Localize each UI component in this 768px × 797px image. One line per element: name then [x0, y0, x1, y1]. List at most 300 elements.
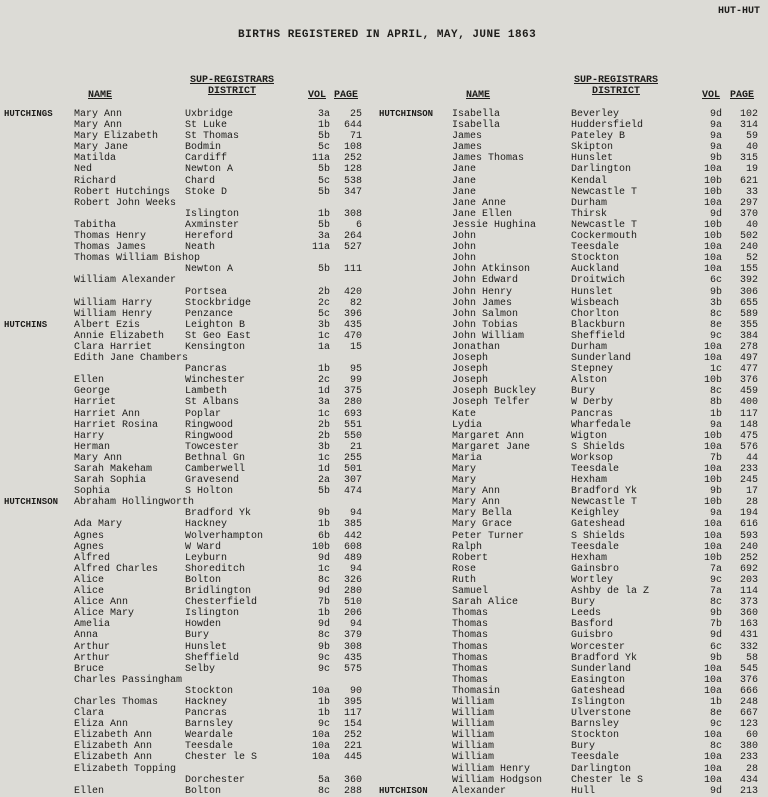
entry-given-name: William Henry: [74, 308, 153, 320]
entry-district: Easington: [571, 674, 626, 686]
entry-page: 213: [739, 785, 758, 797]
entry-page: 240: [739, 541, 758, 553]
entry-given-name: John: [452, 242, 477, 254]
entry-given-name: Mary Ann: [74, 452, 123, 464]
entry-given-name: Matilda: [74, 153, 117, 165]
entry-given-name: Mary Bella: [452, 508, 513, 520]
register-entry: [382, 464, 768, 475]
entry-district: Stockton: [571, 730, 620, 742]
entry-page: 376: [739, 375, 758, 387]
entry-district: Gravesend: [185, 475, 240, 487]
register-entry: [0, 176, 384, 187]
entry-volume: 5c: [317, 142, 330, 154]
entry-page: 308: [343, 208, 362, 220]
entry-district: Hackney: [185, 519, 228, 531]
entry-district: Auckland: [571, 264, 620, 276]
register-entry: [0, 131, 384, 142]
entry-volume: 10b: [703, 186, 722, 198]
entry-district: Stockton: [185, 685, 234, 697]
register-entry: [0, 642, 384, 653]
register-entry: [0, 542, 384, 553]
register-entry: [382, 775, 768, 786]
entry-volume: 10b: [703, 231, 722, 243]
entry-volume: 5c: [317, 308, 330, 320]
register-entry: [0, 764, 384, 775]
entry-given-name: Agnes: [74, 541, 105, 553]
entry-page: 375: [343, 386, 362, 398]
register-entry: [0, 531, 384, 542]
entry-district: Hereford: [185, 231, 234, 243]
entry-district: S Holton: [185, 486, 234, 498]
register-entry: [0, 142, 384, 153]
register-entry: [0, 120, 384, 131]
register-entry: [382, 642, 768, 653]
register-entry: [382, 752, 768, 763]
entry-volume: 3b: [709, 297, 722, 309]
entry-district: Weardale: [185, 730, 234, 742]
entry-page: 326: [343, 574, 362, 586]
entry-district: Stockton: [571, 253, 620, 265]
entry-district: Cardiff: [185, 153, 228, 165]
register-entry: [382, 741, 768, 752]
entry-page: 527: [343, 242, 362, 254]
entry-page: 194: [739, 508, 758, 520]
entry-given-name: Harriet Ann: [74, 408, 141, 420]
entry-page: 28: [745, 497, 758, 509]
entry-given-name: William Alexander: [74, 275, 177, 287]
entry-volume: 9b: [709, 153, 722, 165]
left-entries: [0, 109, 384, 797]
entry-given-name: Robert Hutchings: [74, 186, 171, 198]
entry-volume: 8c: [317, 630, 330, 642]
entry-volume: 9d: [709, 630, 722, 642]
register-entry: [382, 442, 768, 453]
entry-volume: 10a: [311, 730, 330, 742]
entry-page: 297: [739, 197, 758, 209]
register-entry: [0, 630, 384, 641]
entry-given-name: William Henry: [452, 763, 531, 775]
entry-volume: 9d: [317, 619, 330, 631]
entry-volume: 1c: [317, 452, 330, 464]
entry-given-name: Thomas: [452, 641, 489, 653]
entry-page: 117: [343, 708, 362, 720]
entry-given-name: Thomas: [452, 652, 489, 664]
entry-page: 252: [343, 730, 362, 742]
register-entry: [0, 619, 384, 630]
register-entry: [0, 697, 384, 708]
entry-volume: 11a: [311, 242, 330, 254]
entry-surname: HUTCHISON: [379, 785, 428, 796]
entry-given-name: Alice: [74, 586, 105, 598]
entry-district: Towcester: [185, 441, 240, 453]
entry-given-name: Rose: [452, 563, 477, 575]
entry-page: 589: [739, 308, 758, 320]
district-header-line1: SUP-REGISTRARS: [189, 75, 274, 86]
register-entry: [0, 664, 384, 675]
register-entry: [0, 353, 384, 364]
entry-page: 233: [739, 752, 758, 764]
entry-district: Islington: [571, 696, 626, 708]
entry-given-name: Annie Elizabeth: [74, 330, 165, 342]
entry-given-name: Thomas: [452, 619, 489, 631]
entry-district: Winchester: [185, 375, 246, 387]
entry-volume: 9d: [709, 785, 722, 797]
register-entry: [0, 741, 384, 752]
register-entry: [0, 719, 384, 730]
entry-district: Blackburn: [571, 319, 626, 331]
entry-given-name: Jane Anne: [452, 197, 507, 209]
entry-page: 360: [343, 774, 362, 786]
entry-district: Keighley: [571, 508, 620, 520]
register-entry: [0, 597, 384, 608]
entry-district: Hunslet: [185, 641, 228, 653]
register-entry: [382, 431, 768, 442]
entry-page: 538: [343, 175, 362, 187]
entry-given-name: Margaret Ann: [452, 430, 525, 442]
entry-page: 608: [343, 541, 362, 553]
entry-given-name: Alfred: [74, 552, 111, 564]
entry-given-name: Thomas William Bishop: [74, 253, 201, 265]
entry-district: Chorlton: [571, 308, 620, 320]
entry-volume: 8c: [709, 386, 722, 398]
entry-given-name: John: [452, 253, 477, 265]
register-entry: [0, 331, 384, 342]
entry-district: Kendal: [571, 175, 608, 187]
entry-volume: 1b: [317, 208, 330, 220]
entry-page: 33: [745, 186, 758, 198]
entry-given-name: Thomas: [452, 674, 489, 686]
entry-district: Teesdale: [571, 541, 620, 553]
entry-district: Wharfedale: [571, 419, 632, 431]
entry-volume: 1c: [317, 330, 330, 342]
entry-page: 252: [739, 552, 758, 564]
entry-page: 392: [739, 275, 758, 287]
entry-district: Guisbro: [571, 630, 614, 642]
entry-given-name: Thomasin: [452, 685, 501, 697]
entry-volume: 8c: [317, 574, 330, 586]
register-entry: [382, 519, 768, 530]
entry-given-name: Mary Ann: [74, 109, 123, 120]
entry-volume: 10a: [703, 541, 722, 553]
entry-volume: 9c: [317, 652, 330, 664]
entry-given-name: Sarah Alice: [452, 597, 519, 609]
entry-page: 252: [343, 153, 362, 165]
entry-volume: 9c: [709, 574, 722, 586]
register-entry: [0, 675, 384, 686]
register-entry: [0, 453, 384, 464]
entry-page: 280: [343, 586, 362, 598]
entry-district: Hull: [571, 785, 596, 797]
entry-district: Bradford Yk: [185, 508, 252, 520]
entry-volume: 10b: [703, 552, 722, 564]
entry-volume: 8c: [709, 741, 722, 753]
entry-page: 94: [349, 619, 362, 631]
register-entry: [0, 575, 384, 586]
entry-given-name: Jane: [452, 164, 477, 176]
entry-page: 288: [343, 785, 362, 797]
entry-page: 71: [349, 131, 362, 143]
entry-volume: 10a: [703, 763, 722, 775]
entry-page: 40: [745, 142, 758, 154]
entry-volume: 6c: [709, 275, 722, 287]
entry-page: 474: [343, 486, 362, 498]
entry-district: Lambeth: [185, 386, 228, 398]
entry-volume: 11a: [311, 153, 330, 165]
register-entry: [0, 508, 384, 519]
entry-given-name: Agnes: [74, 530, 105, 542]
entry-page: 459: [739, 386, 758, 398]
entry-district: St Albans: [185, 397, 240, 409]
entry-district: Teesdale: [185, 741, 234, 753]
entry-district: S Shields: [571, 530, 626, 542]
entry-district: Chard: [185, 175, 216, 187]
entry-surname: HUTCHINSON: [4, 497, 59, 508]
entry-volume: 10b: [703, 175, 722, 187]
entry-given-name: Thomas Henry: [74, 231, 147, 243]
entry-given-name: Joseph: [452, 353, 489, 365]
entry-given-name: John Edward: [452, 275, 519, 287]
entry-district: Worcester: [571, 641, 626, 653]
entry-given-name: Charles Thomas: [74, 696, 159, 708]
entry-page: 40: [745, 219, 758, 231]
register-entry: [382, 708, 768, 719]
register-entry: [382, 153, 768, 164]
entry-district: Newton A: [185, 264, 234, 276]
entry-volume: 8e: [709, 708, 722, 720]
entry-given-name: William: [452, 741, 495, 753]
register-entry: [0, 320, 384, 331]
register-entry: [0, 519, 384, 530]
entry-district: Chesterfield: [185, 597, 258, 609]
register-entry: [382, 264, 768, 275]
register-entry: [382, 764, 768, 775]
entry-given-name: Robert: [452, 552, 489, 564]
entry-given-name: Mary Ann: [452, 486, 501, 498]
entry-surname: HUTCHINS: [4, 319, 48, 330]
entry-district: Wigton: [571, 430, 608, 442]
entry-volume: 2c: [317, 375, 330, 387]
entry-volume: 10b: [703, 497, 722, 509]
entry-volume: 2b: [317, 419, 330, 431]
entry-given-name: Ned: [74, 164, 93, 176]
entry-page: 314: [739, 120, 758, 132]
entry-given-name: Alfred Charles: [74, 563, 159, 575]
entry-volume: 10a: [703, 530, 722, 542]
entry-page: 60: [745, 730, 758, 742]
entry-district: Bradford Yk: [571, 652, 638, 664]
register-entry: [382, 287, 768, 298]
entry-page: 248: [739, 696, 758, 708]
entry-page: 434: [739, 774, 758, 786]
entry-volume: 9c: [317, 719, 330, 731]
entry-volume: 1a: [317, 341, 330, 353]
register-entry: [0, 397, 384, 408]
register-entry: [382, 309, 768, 320]
page-title: BIRTHS REGISTERED IN APRIL, MAY, JUNE 1863: [238, 29, 537, 41]
entry-page: 431: [739, 630, 758, 642]
entry-district: Gateshead: [571, 685, 626, 697]
entry-volume: 9a: [709, 508, 722, 520]
entry-given-name: Mary: [452, 464, 477, 475]
entry-volume: 5b: [317, 486, 330, 498]
district-header: [184, 75, 280, 97]
entry-district: Bethnal Gn: [185, 452, 246, 464]
entry-volume: 1b: [317, 364, 330, 376]
entry-district: Alston: [571, 375, 608, 387]
entry-given-name: Jessie Hughina: [452, 219, 537, 231]
entry-given-name: Elizabeth Ann: [74, 752, 153, 764]
entry-volume: 10a: [703, 441, 722, 453]
entry-district: S Shields: [571, 441, 626, 453]
entry-page: 94: [349, 563, 362, 575]
entry-district: Leeds: [571, 608, 602, 620]
register-entry: [0, 586, 384, 597]
register-entry: [382, 131, 768, 142]
entry-given-name: Ellen: [74, 375, 105, 387]
register-entry: [0, 164, 384, 175]
entry-district: Stoke D: [185, 186, 228, 198]
entry-given-name: Ellen: [74, 785, 105, 797]
register-entry: [382, 231, 768, 242]
entry-volume: 1d: [317, 464, 330, 475]
entry-page: 655: [739, 297, 758, 309]
register-entry: [382, 475, 768, 486]
entry-given-name: Alice Ann: [74, 597, 129, 609]
entry-district: Teesdale: [571, 464, 620, 475]
entry-district: Uxbridge: [185, 109, 234, 120]
register-entry: [382, 686, 768, 697]
entry-given-name: Lydia: [452, 419, 483, 431]
register-entry: [382, 209, 768, 220]
register-entry: [382, 420, 768, 431]
entry-volume: 9d: [317, 586, 330, 598]
register-entry: [382, 198, 768, 209]
entry-district: Stockbridge: [185, 297, 252, 309]
entry-volume: 10b: [703, 430, 722, 442]
entry-given-name: Anna: [74, 630, 99, 642]
entry-district: Chester le S: [185, 752, 258, 764]
entry-given-name: Alice Mary: [74, 608, 135, 620]
register-entry: [382, 542, 768, 553]
entry-volume: 9c: [709, 330, 722, 342]
entry-district: W Derby: [571, 397, 614, 409]
entry-page: 347: [343, 186, 362, 198]
register-entry: [0, 486, 384, 497]
entry-page: 206: [343, 608, 362, 620]
register-entry: [382, 586, 768, 597]
entry-given-name: Sarah Sophia: [74, 475, 147, 487]
entry-district: Wisbeach: [571, 297, 620, 309]
register-entry: [0, 109, 384, 120]
entry-given-name: Clara Harriet: [74, 341, 153, 353]
entry-page: 255: [343, 452, 362, 464]
entry-given-name: Sarah Makeham: [74, 464, 153, 475]
register-entry: [382, 675, 768, 686]
entry-district: Worksop: [571, 452, 614, 464]
register-entry: [382, 508, 768, 519]
entry-page: 370: [739, 208, 758, 220]
entry-page: 497: [739, 353, 758, 365]
register-entry: [0, 752, 384, 763]
entry-page: 332: [739, 641, 758, 653]
entry-page: 380: [739, 741, 758, 753]
entry-volume: 9a: [709, 142, 722, 154]
entry-page: 102: [739, 109, 758, 120]
register-entry: [0, 497, 384, 508]
entry-district: Basford: [571, 619, 614, 631]
register-entry: [382, 120, 768, 131]
entry-volume: 7b: [709, 619, 722, 631]
entry-volume: 2b: [317, 286, 330, 298]
entry-page: 666: [739, 685, 758, 697]
entry-page: 19: [745, 164, 758, 176]
entry-page: 395: [343, 696, 362, 708]
entry-volume: 5b: [317, 219, 330, 231]
register-entry: [0, 298, 384, 309]
entry-surname: HUTCHINGS: [4, 109, 53, 119]
entry-given-name: Mary Grace: [452, 519, 513, 531]
entry-page: 360: [739, 608, 758, 620]
entry-district: W Ward: [185, 541, 222, 553]
entry-district: Bolton: [185, 574, 222, 586]
entry-district: Poplar: [185, 408, 222, 420]
entry-volume: 2a: [317, 475, 330, 487]
entry-page: 693: [343, 408, 362, 420]
entry-volume: 9d: [709, 208, 722, 220]
entry-page: 400: [739, 397, 758, 409]
register-entry: [382, 298, 768, 309]
register-entry: [0, 786, 384, 797]
entry-page: 307: [343, 475, 362, 487]
entry-page: 575: [343, 663, 362, 675]
entry-volume: 1c: [317, 408, 330, 420]
entry-given-name: William: [452, 730, 495, 742]
register-entry: [382, 397, 768, 408]
register-entry: [382, 386, 768, 397]
entry-page: 593: [739, 530, 758, 542]
entry-page: 420: [343, 286, 362, 298]
register-entry: [0, 153, 384, 164]
entry-volume: 10a: [311, 741, 330, 753]
register-entry: [0, 364, 384, 375]
register-entry: [379, 109, 768, 120]
register-entry: [0, 730, 384, 741]
entry-district: Sheffield: [571, 330, 626, 342]
register-entry: [0, 187, 384, 198]
entry-volume: 9b: [709, 486, 722, 498]
entry-page: 128: [343, 164, 362, 176]
register-entry: [382, 553, 768, 564]
entry-given-name: George: [74, 386, 111, 398]
right-entries: [379, 109, 768, 797]
entry-district: Darlington: [571, 164, 632, 176]
register-entry: [382, 730, 768, 741]
register-entry: [0, 442, 384, 453]
entry-given-name: Margaret Jane: [452, 441, 531, 453]
entry-district: Bolton: [185, 785, 222, 797]
entry-district: Durham: [571, 341, 608, 353]
entry-volume: 10a: [703, 253, 722, 265]
entry-given-name: James: [452, 131, 483, 143]
entry-page: 475: [739, 430, 758, 442]
entry-volume: 10a: [703, 752, 722, 764]
register-entry: [382, 364, 768, 375]
register-entry: [382, 575, 768, 586]
entry-district: Sunderland: [571, 663, 632, 675]
entry-volume: 10a: [703, 197, 722, 209]
register-entry: [0, 253, 384, 264]
entry-given-name: Joseph Telfer: [452, 397, 531, 409]
